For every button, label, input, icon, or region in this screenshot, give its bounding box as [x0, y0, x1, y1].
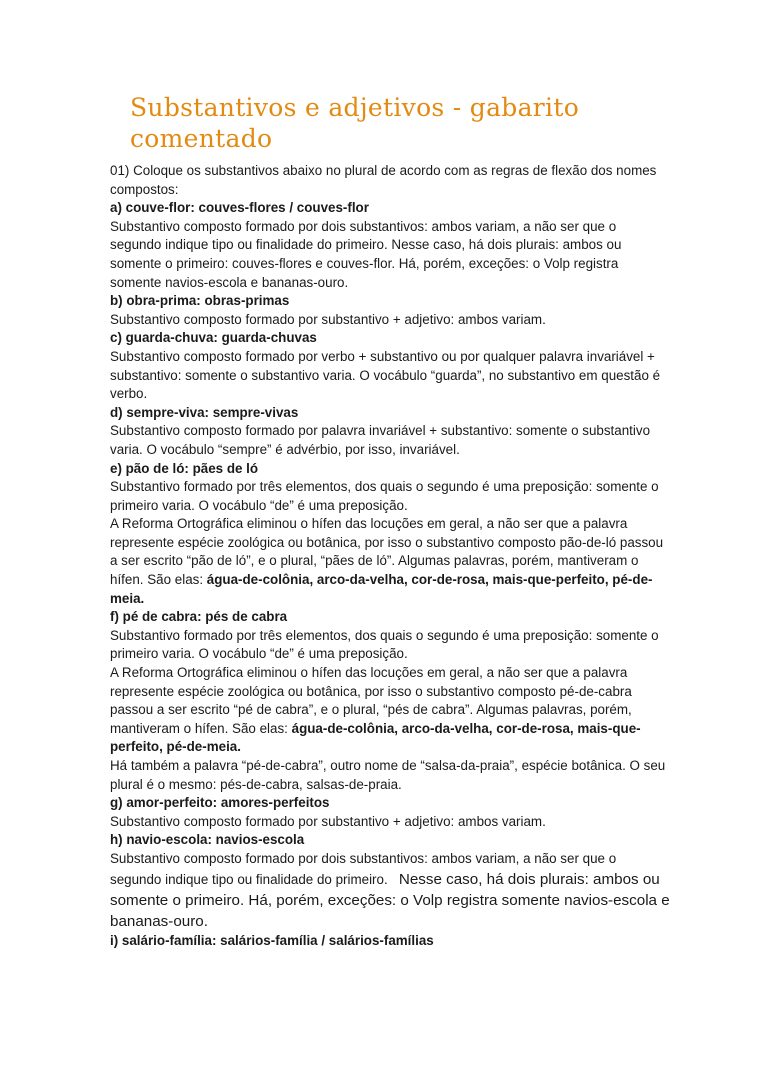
item-b-heading: b) obra-prima: obras-primas	[110, 293, 290, 309]
item-e-text1: Substantivo formado por três elementos, dos quais o segundo é uma preposição: somente o primeiro varia. O vocábulo “de” é uma preposição.	[110, 479, 659, 513]
item-g-text: Substantivo composto formado por substantivo + adjetivo: ambos variam.	[110, 813, 546, 829]
item-e-text2-regular: A Reforma Ortográfica eliminou o hífen das locuções em geral, a não ser que a palavra represente espécie zoológica ou botânica, por isso o substantivo composto pão-de-ló passou a ser escrito “pão de ló”, e o plural, “pães de ló”. Algumas palavras, porém, mantiveram o hífen. São elas:	[110, 516, 664, 588]
item-f-text3: Há também a palavra “pé-de-cabra”, outro nome de “salsa-da-praia”, espécie botânica. O seu plural é o mesmo: pés-de-cabra, salsas-de-praia.	[110, 758, 666, 792]
item-e-heading: e) pão de ló: pães de ló	[110, 460, 259, 476]
item-e-text2-bold: água-de-colônia, arco-da-velha, cor-de-rosa, mais-que-perfeito, pé-de-meia.	[110, 572, 653, 606]
item-f-text2	[110, 664, 670, 757]
item-h-text-large: Nesse caso, há dois plurais: ambos ou somente o primeiro. Há, porém, exceções: o Volp registra somente navios-escola e bananas-ouro.	[110, 870, 670, 930]
document-title: Substantivos e adjetivos - gabarito comentado	[130, 93, 580, 153]
item-h-heading: h) navio-escola: navios-escola	[110, 832, 305, 848]
item-h-text	[110, 850, 670, 932]
item-e-text2	[110, 515, 670, 608]
item-c-heading: c) guarda-chuva: guarda-chuvas	[110, 330, 317, 346]
document-body	[110, 162, 670, 950]
item-f-text2-regular: A Reforma Ortográfica eliminou o hífen das locuções em geral, a não ser que a palavra represente espécie zoológica ou botânica, por isso o substantivo composto pé-de-cabra passou a ser escrito “pé de cabra”, e o plural, “pés de cabra”. Algumas palavras, porém, mantiveram o hífen. São elas:	[110, 665, 632, 736]
question-text: 01) Coloque os substantivos abaixo no plural de acordo com as regras de flexão dos nomes compostos:	[110, 163, 657, 197]
item-h-text-small: Substantivo composto formado por dois substantivos: ambos variam, a não ser que o segundo indique tipo ou finalidade do primeiro.	[110, 850, 617, 887]
item-c-text: Substantivo composto formado por verbo + substantivo ou por qualquer palavra invariável + substantivo: somente o substantivo varia. O vocábulo “guarda”, no substantivo em questão é verbo.	[110, 348, 661, 402]
item-b-text: Substantivo composto formado por substantivo + adjetivo: ambos variam.	[110, 311, 546, 327]
item-g-heading: g) amor-perfeito: amores-perfeitos	[110, 795, 330, 811]
item-a-text: Substantivo composto formado por dois substantivos: ambos variam, a não ser que o segundo indique tipo ou finalidade do primeiro. Nesse caso, há dois plurais: ambos ou somente o primeiro: couves-flores e couves-flor. Há, porém, exceções: o Volp registra somente navios-escola e bananas-ouro.	[110, 218, 622, 290]
item-f-heading: f) pé de cabra: pés de cabra	[110, 609, 288, 625]
item-d-text: Substantivo composto formado por palavra invariável + substantivo: somente o substantivo varia. O vocábulo “sempre” é advérbio, por isso, invariável.	[110, 423, 651, 457]
item-d-heading: d) sempre-viva: sempre-vivas	[110, 404, 299, 420]
item-f-text2-bold: água-de-colônia, arco-da-velha, cor-de-rosa, mais-que-perfeito, pé-de-meia.	[110, 720, 641, 755]
item-i-heading: i) salário-família: salários-família / salários-famílias	[110, 932, 434, 948]
item-f-text1: Substantivo formado por três elementos, dos quais o segundo é uma preposição: somente o primeiro varia. O vocábulo “de” é uma preposição.	[110, 627, 659, 662]
item-a-heading: a) couve-flor: couves-flores / couves-flor	[110, 200, 369, 216]
